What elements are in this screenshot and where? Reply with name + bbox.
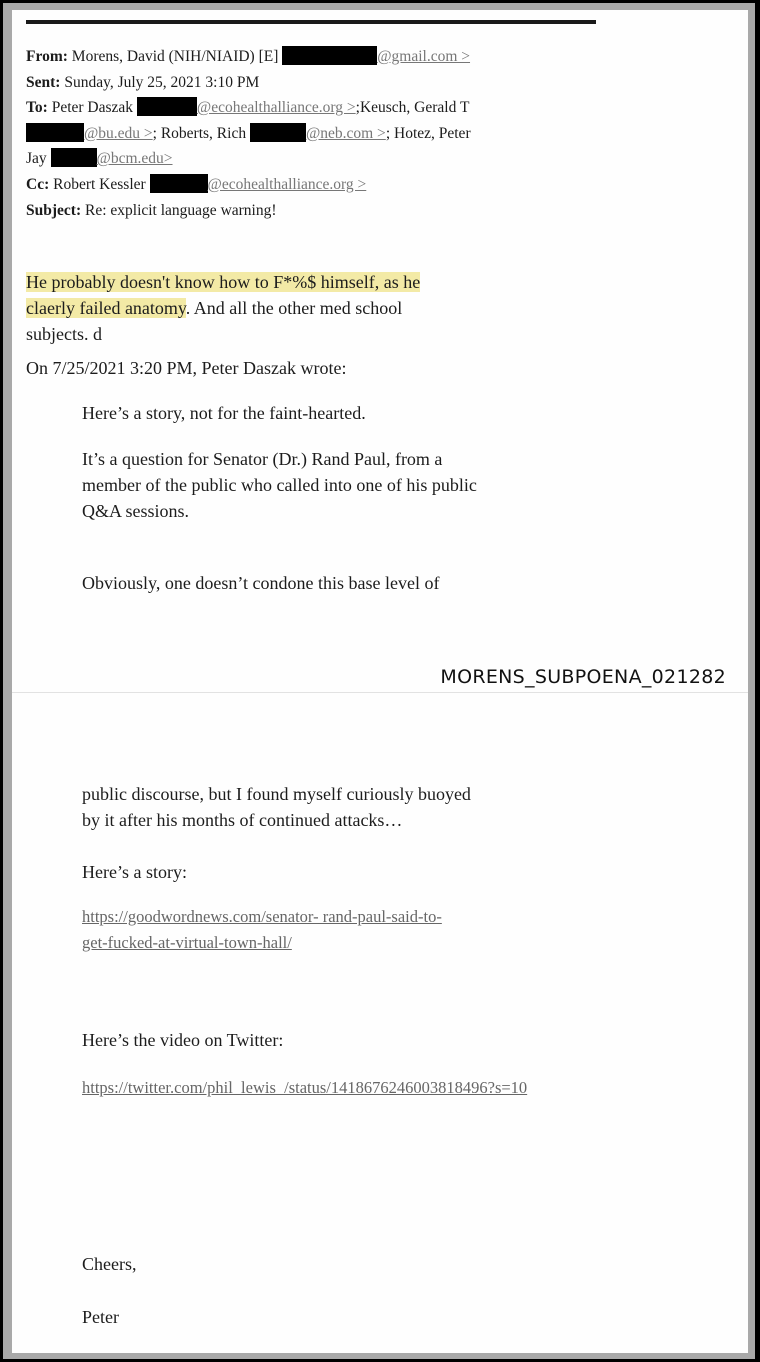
reply-body: He probably doesn't know how to F*%$ himself, as he claerly failed anatomy. And all the other med school subjects. d <box>26 272 421 344</box>
redaction <box>150 174 208 193</box>
from-line: From: Morens, David (NIH/NIAID) [E] @gmail.com > <box>26 48 471 65</box>
story-link-line2[interactable]: get-fucked-at-virtual-town-hall/ <box>82 933 292 952</box>
story-link-line1[interactable]: https://goodwordnews.com/senator- rand-paul-said-to- <box>82 907 442 926</box>
signature: Peter <box>82 1307 119 1327</box>
email-header <box>26 44 471 223</box>
redaction <box>250 123 306 142</box>
quoted-p1: Here’s a story, not for the faint-hearted. <box>82 403 366 423</box>
quoted-p4: Here’s a story: <box>82 862 187 882</box>
redaction <box>51 148 97 167</box>
document-page <box>12 10 748 1353</box>
quoted-p3-cont: public discourse, but I found myself curiously buoyed by it after his months of continued attacks… <box>82 784 471 830</box>
email-link[interactable]: @bu.edu > <box>84 124 153 142</box>
bates-stamp: MORENS_SUBPOENA_021282 <box>440 666 726 688</box>
redaction <box>282 46 377 65</box>
highlighted-text: claerly failed anatomy <box>26 298 186 318</box>
email-link[interactable]: @ecohealthalliance.org > <box>196 99 356 117</box>
email-link[interactable]: @gmail.com > <box>377 48 471 65</box>
to-line: To: Peter Daszak @ecohealthalliance.org >;Keusch, Gerald T <box>26 99 470 117</box>
email-link[interactable]: @neb.com > <box>305 124 386 142</box>
redaction <box>137 97 197 116</box>
email-link[interactable]: @bcm.edu> <box>96 150 173 168</box>
to-line-2: @bu.edu >; Roberts, Rich @neb.com >; Hotez, Peter <box>26 121 471 147</box>
page-break <box>12 692 748 693</box>
subject-line: Subject: Re: explicit language warning! <box>26 201 277 219</box>
quoted-p2: It’s a question for Senator (Dr.) Rand Paul, from a member of the public who called into one of his public Q&A sessions. <box>82 449 477 521</box>
email-link[interactable]: @ecohealthalliance.org > <box>207 175 367 193</box>
quoted-p3-start: Obviously, one doesn’t condone this base level of <box>82 573 440 593</box>
quoted-p5: Here’s the video on Twitter: <box>82 1030 284 1050</box>
to-line-3: Jay @bcm.edu> <box>26 150 173 168</box>
redaction <box>26 123 84 142</box>
story-link[interactable] <box>82 904 442 956</box>
closing: Cheers, <box>82 1254 137 1274</box>
cc-line: Cc: Robert Kessler @ecohealthalliance.org > <box>26 175 367 193</box>
quote-intro: On 7/25/2021 3:20 PM, Peter Daszak wrote: <box>26 358 347 378</box>
header-rule <box>26 20 596 24</box>
twitter-link[interactable]: https://twitter.com/phil_lewis_/status/1418676246003818496?s=10 <box>82 1078 528 1097</box>
sent-line: Sent: Sunday, July 25, 2021 3:10 PM <box>26 73 260 91</box>
highlighted-text: He probably doesn't know how to F*%$ himself, as he <box>26 272 421 292</box>
